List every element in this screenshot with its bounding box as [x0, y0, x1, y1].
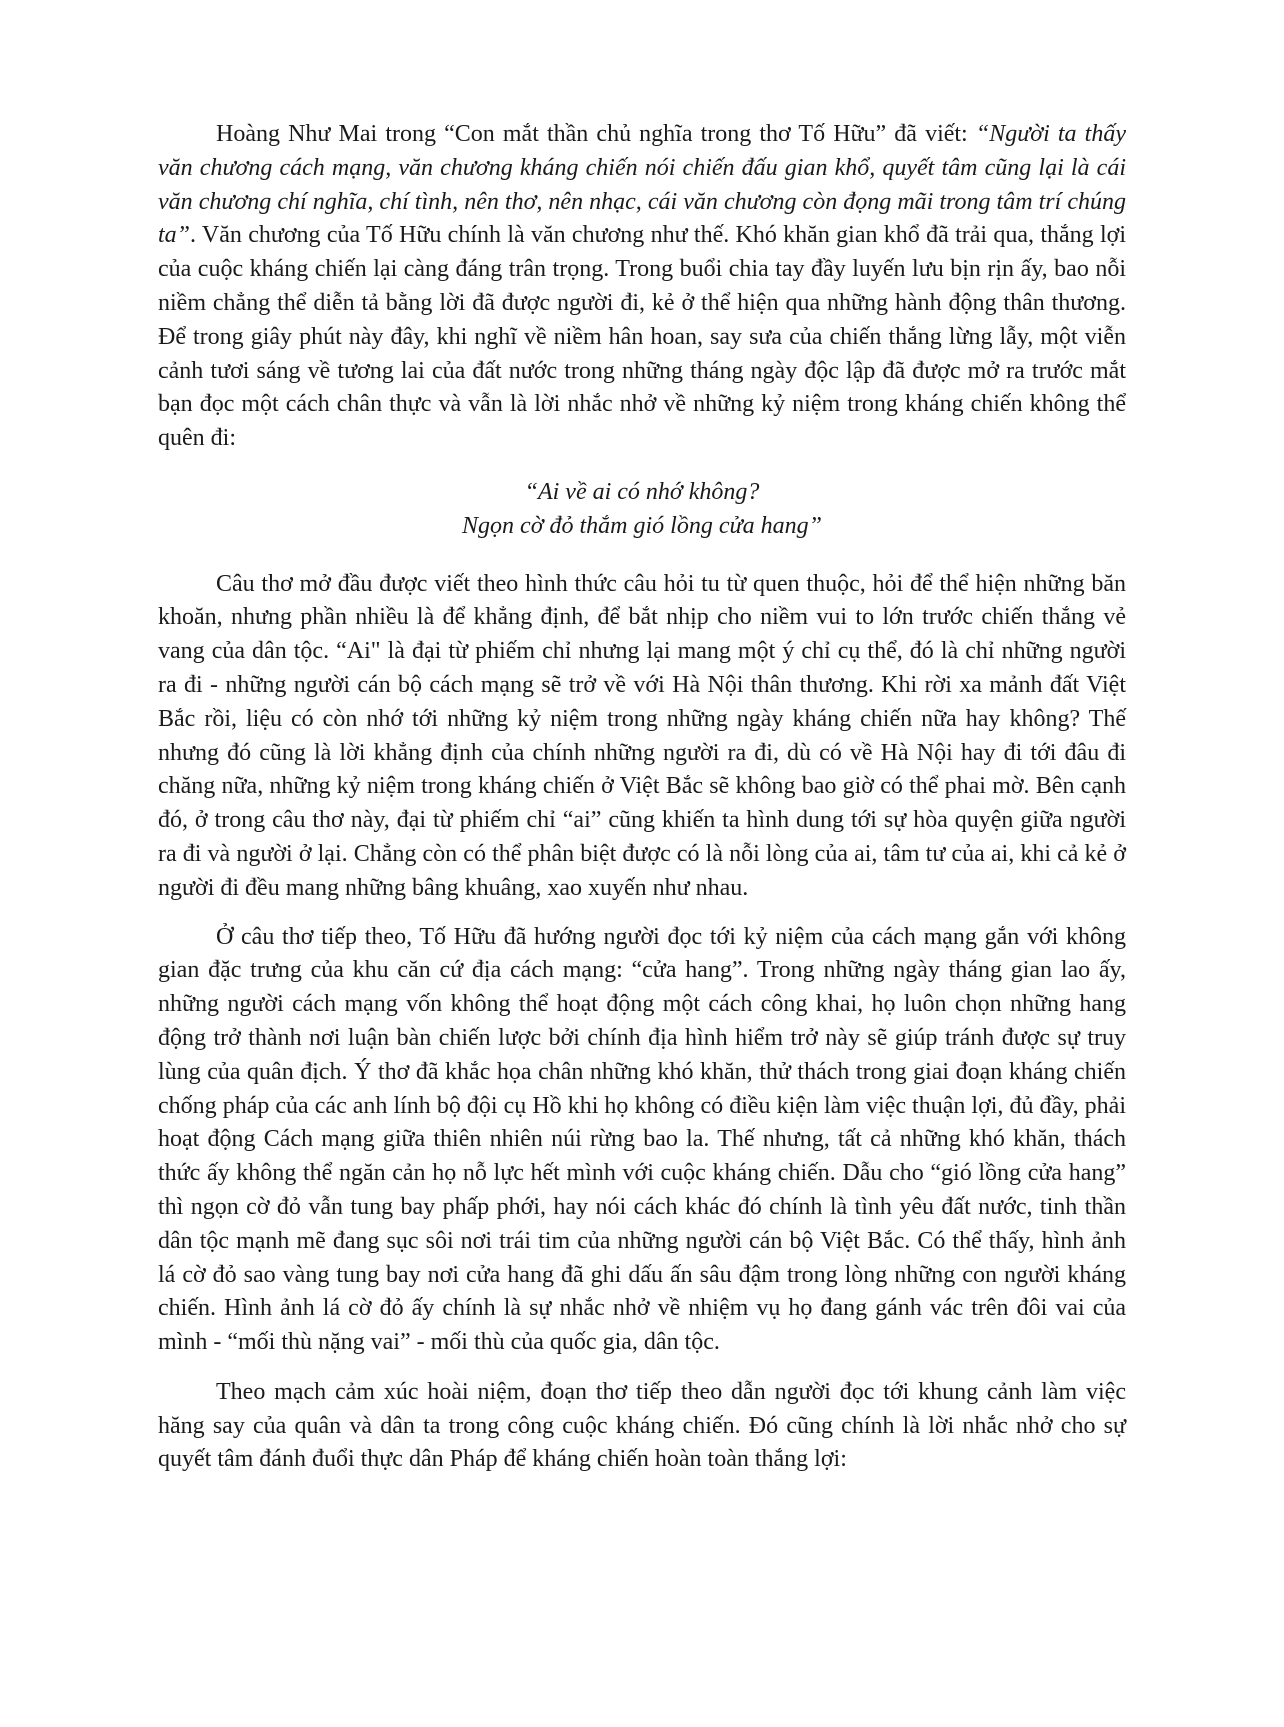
poem-line-1: “Ai về ai có nhớ không? — [524, 478, 760, 505]
paragraph-intro-lead: Hoàng Như Mai trong “Con mắt thần chủ nghĩa trong thơ Tố Hữu” đã viết: — [216, 121, 976, 147]
paragraph-analysis-1: Câu thơ mở đầu được viết theo hình thức câu hỏi tu từ quen thuộc, hỏi để thể hiện những băn khoăn, nhưng phần nhiều là để khẳng định, để bắt nhịp cho niềm vui to lớn trước chiến thắng vẻ vang của dân tộc. “Ai" là đại từ phiếm chỉ nhưng lại mang một ý chỉ cụ thể, đó là chỉ những người ra đi - những người cán bộ cách mạng sẽ trở về với Hà Nội thân thương. Khi rời xa mảnh đất Việt Bắc rồi, liệu có còn nhớ tới những kỷ niệm trong những ngày kháng chiến nữa hay không? Thế nhưng đó cũng là lời khẳng định của chính những người ra đi, dù có về Hà Nội hay đi tới đâu đi chăng nữa, những kỷ niệm trong kháng chiến ở Việt Bắc sẽ không bao giờ có thể phai mờ. Bên cạnh đó, ở trong câu thơ này, đại từ phiếm chỉ “ai” cũng khiến ta hình dung tới sự hòa quyện giữa người ra đi và người ở lại. Chẳng còn có thể phân biệt được có là nỗi lòng của ai, tâm tư của ai, khi cả kẻ ở người đi đều mang những bâng khuâng, xao xuyến như nhau. — [158, 570, 1126, 901]
paragraph-transition: Theo mạch cảm xúc hoài niệm, đoạn thơ tiếp theo dẫn người đọc tới khung cảnh làm việc hăng say của quân và dân ta trong công cuộc kháng chiến. Đó cũng chính là lời nhắc nhở cho sự quyết tâm đánh đuổi thực dân Pháp để kháng chiến hoàn toàn thắng lợi: — [158, 1378, 1126, 1473]
paragraph-intro-rest: . Văn chương của Tố Hữu chính là văn chương như thế. Khó khăn gian khổ đã trải qua, thắng lợi của cuộc kháng chiến lại càng đáng trân trọng. Trong buổi chia tay đầy luyến lưu bịn rịn ấy, bao nỗi niềm chẳng thể diễn tả bằng lời đã được người đi, kẻ ở thể hiện qua những hành động thân thương. Để trong giây phút này đây, khi nghĩ về niềm hân hoan, say sưa của chiến thắng lừng lẫy, một viễn cảnh tươi sáng về tương lai của đất nước trong những tháng ngày độc lập đã được mở ra trước mắt bạn đọc một cách chân thực và vẫn là lời nhắc nhở về những kỷ niệm trong kháng chiến không thể quên đi: — [158, 222, 1126, 452]
document-page — [158, 118, 1126, 1477]
paragraph-analysis-2: Ở câu thơ tiếp theo, Tố Hữu đã hướng người đọc tới kỷ niệm của cách mạng gắn với không gian đặc trưng của khu căn cứ địa cách mạng: “cửa hang”. Trong những ngày tháng gian lao ấy, những người cách mạng vốn không thể hoạt động một cách công khai, họ luôn chọn những hang động trở thành nơi luận bàn chiến lược bởi chính địa hình hiểm trở này sẽ giúp tránh được sự truy lùng của quân địch. Ý thơ đã khắc họa chân những khó khăn, thử thách trong giai đoạn kháng chiến chống pháp của các anh lính bộ đội cụ Hồ khi họ không có điều kiện làm việc thuận lợi, đủ đầy, phải hoạt động Cách mạng giữa thiên nhiên núi rừng bao la. Thế nhưng, tất cả những khó khăn, thách thức ấy không thể ngăn cản họ nỗ lực hết mình với cuộc kháng chiến. Dẫu cho “gió lồng cửa hang” thì ngọn cờ đỏ vẫn tung bay phấp phới, hay nói cách khác đó chính là tình yêu đất nước, tinh thần dân tộc mạnh mẽ đang sục sôi nơi trái tim của những người cán bộ Việt Bắc. Có thể thấy, hình ảnh lá cờ đỏ sao vàng tung bay nơi cửa hang đã ghi dấu ấn sâu đậm trong lòng những con người kháng chiến. Hình ảnh lá cờ đỏ ấy chính là sự nhắc nhở về nhiệm vụ họ đang gánh vác trên đôi vai của mình - “mối thù nặng vai” - mối thù của quốc gia, dân tộc. — [158, 923, 1126, 1356]
poem-excerpt — [158, 476, 1126, 544]
paragraph-intro — [158, 118, 1126, 456]
quoted-citation: “Người ta thấy văn chương cách mạng, văn chương kháng chiến nói chiến đấu gian khổ, quyết tâm cũng lại là cái văn chương chí nghĩa, chí tình, nên thơ, nên nhạc, cái văn chương còn đọng mãi trong tâm trí chúng ta” — [158, 121, 1126, 249]
poem-line-2: Ngọn cờ đỏ thắm gió lồng cửa hang” — [462, 512, 822, 539]
